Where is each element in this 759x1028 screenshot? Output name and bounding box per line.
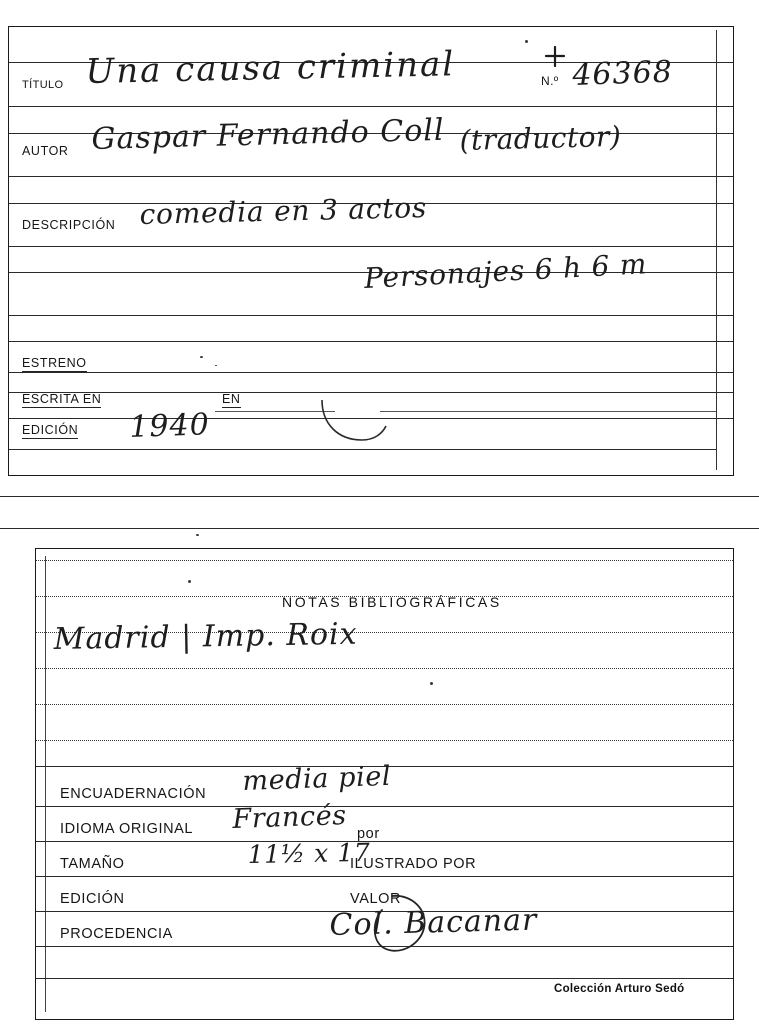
field-label-idioma-por: por — [357, 826, 380, 842]
pen-stroke-mark — [318, 398, 390, 446]
front-rule-2 — [9, 106, 733, 107]
handwritten-notas: Madrid | Imp. Roix — [53, 616, 358, 657]
field-label-procedencia: PROCEDENCIA — [60, 926, 173, 942]
front-card-inner-right-edge — [716, 30, 717, 470]
back-rule-row-2 — [36, 841, 733, 842]
back-rule-row-1 — [36, 806, 733, 807]
handwritten-procedencia: Col. Bacanar — [329, 902, 538, 943]
front-rule-4 — [9, 176, 733, 177]
field-label-edicion-back: EDICIÓN — [60, 891, 125, 907]
back-rule-dotted-4 — [36, 668, 733, 669]
field-label-ilustrado-por: ILUSTRADO POR — [350, 856, 477, 872]
back-card-top-edge — [0, 528, 759, 529]
back-rule-dotted-6 — [36, 740, 733, 741]
handwritten-autor-note: (traductor) — [459, 119, 622, 157]
front-subrule-estreno — [215, 365, 217, 366]
scan-speck — [196, 534, 199, 536]
handwritten-autor: Gaspar Fernando Coll — [91, 112, 445, 157]
front-rule-9 — [9, 341, 733, 342]
front-subrule-escrita-1 — [215, 411, 335, 412]
front-subrule-escrita-2 — [380, 411, 716, 412]
handwritten-personajes: Personajes 6 h 6 m — [363, 247, 648, 295]
field-label-descripcion: DESCRIPCIÓN — [22, 218, 116, 232]
pen-loop-mark — [366, 892, 436, 960]
handwritten-encuadernacion: media piel — [241, 760, 392, 797]
back-rule-dotted-5 — [36, 704, 733, 705]
back-card-inner-left-edge — [45, 556, 46, 1012]
field-label-edicion: EDICIÓN — [22, 423, 79, 437]
front-rule-13 — [9, 449, 716, 450]
field-label-estreno: ESTRENO — [22, 356, 87, 370]
front-rule-8 — [9, 315, 733, 316]
front-rule-11 — [9, 392, 733, 393]
field-label-valor: VALOR — [350, 891, 402, 907]
cross-mark-icon — [544, 46, 566, 68]
scan-speck — [200, 356, 203, 358]
field-label-titulo: TÍTULO — [22, 79, 64, 91]
back-card-header: NOTAS BIBLIOGRÁFICAS — [282, 594, 502, 610]
back-rule-row-6 — [36, 978, 733, 979]
scan-speck — [430, 682, 433, 685]
handwritten-idioma-original: Francés — [231, 800, 348, 835]
scan-speck — [525, 40, 528, 43]
handwritten-numero: 46368 — [571, 54, 674, 93]
field-label-autor: AUTOR — [22, 144, 69, 158]
handwritten-titulo: Una causa criminal — [85, 44, 456, 92]
handwritten-edicion: 1940 — [128, 407, 211, 445]
field-label-numero: N.º — [541, 74, 559, 88]
field-label-escrita-en: ESCRITA EN — [22, 392, 102, 406]
back-rule-row-3 — [36, 876, 733, 877]
handwritten-descripcion: comedia en 3 actos — [139, 190, 428, 231]
field-label-idioma-original: IDIOMA ORIGINAL — [60, 821, 194, 837]
field-label-encuadernacion: ENCUADERNACIÓN — [60, 786, 207, 802]
front-rule-6 — [9, 246, 733, 247]
field-label-tamano: TAMAÑO — [60, 856, 125, 872]
back-rule-dotted-1 — [36, 560, 733, 561]
handwritten-tamano: 11½ x 17 — [247, 837, 371, 869]
front-card-bottom-edge — [0, 496, 759, 497]
scan-speck — [188, 580, 191, 583]
front-rule-10 — [9, 372, 733, 373]
collection-credit: Colección Arturo Sedó — [554, 983, 685, 995]
field-label-en: EN — [222, 392, 241, 406]
